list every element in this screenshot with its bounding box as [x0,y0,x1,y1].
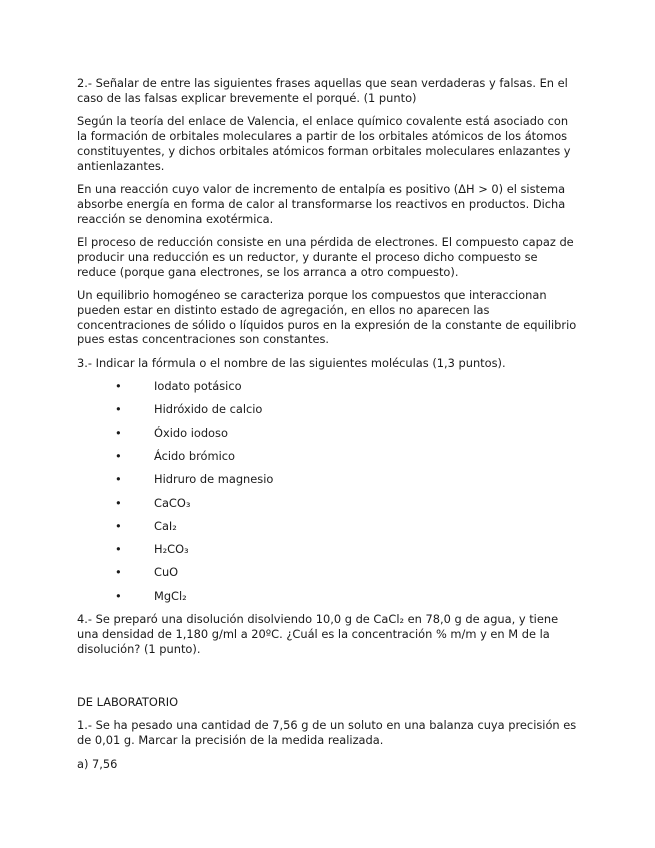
list-item-text: Hidruro de magnesio [154,472,274,487]
bullet-icon: • [115,588,122,603]
list-item-text: Ácido brómico [154,449,235,463]
lab-option-a: a) 7,56 [77,756,118,771]
bullet-icon: • [115,379,122,394]
molecule-list [77,379,577,604]
lab-question-1: 1.- Se ha pesado una cantidad de 7,56 g de un soluto en una balanza cuya precisión es de 0,01 g. Marcar la precisión de la medida realizada. [77,718,577,748]
list-item [77,565,577,580]
question-4: 4.- Se preparó una disolución disolviendo 10,0 g de CaCl₂ en 78,0 g de agua, y tiene una densidad de 1,180 g/ml a 20ºC. ¿Cuál es la concentración % m/m y en M de la disolución? (1 punto). [77,612,559,656]
list-item-text: CaI₂ [154,518,177,533]
statement-2: En una reacción cuyo valor de incremento de entalpía es positivo (ΔH > 0) el sistema absorbe energía en forma de calor al transformarse los reactivos en productos. Dicha reacción se denomina exotérmica. [77,181,566,226]
list-item [77,589,577,604]
bullet-icon: • [115,565,122,580]
bullet-icon: • [115,518,122,533]
list-item [77,496,577,511]
bullet-icon: • [115,495,122,510]
question-3-title: 3.- Indicar la fórmula o el nombre de las siguientes moléculas (1,3 puntos). [77,355,506,370]
bullet-icon: • [115,425,122,440]
document-page [77,76,577,780]
statement-3: El proceso de reducción consiste en una pérdida de electrones. El compuesto capaz de producir una reducción es un reductor, y durante el proceso dicho compuesto se reduce (porque gana electrones, se los arranca a otro compuesto). [77,234,574,279]
bullet-icon: • [115,542,122,557]
list-item [77,402,577,417]
list-item-text: CuO [154,565,179,580]
spacer [77,665,577,695]
bullet-icon: • [115,402,122,417]
list-item-text: MgCl₂ [154,588,187,603]
statement-4: Un equilibrio homogéneo se caracteriza porque los compuestos que interaccionan pueden estar en distinto estado de agregación, en ellos no aparecen las concentraciones de sólido o líquidos puros en la expresión de la constante de equilibrio pues estas concentraciones son constantes. [77,287,577,347]
list-item [77,472,577,487]
bullet-icon: • [115,449,122,463]
list-item-text: Hidróxido de calcio [154,402,263,417]
list-item-text: CaCO₃ [154,495,191,510]
list-item [77,519,577,534]
lab-heading: DE LABORATORIO [77,695,179,710]
list-item [77,379,577,394]
list-item [77,449,577,464]
statement-1: Según la teoría del enlace de Valencia, el enlace químico covalente está asociado con la formación de orbitales moleculares a partir de los orbitales atómicos de los átomos constituyentes, y dichos orbitales atómicos forman orbitales moleculares enlazantes y antienlazantes. [77,114,571,173]
bullet-icon: • [115,472,122,487]
list-item [77,426,577,441]
list-item-text: Óxido iodoso [154,425,228,440]
question-2-title: 2.- Señalar de entre las siguientes frases aquellas que sean verdaderas y falsas. En el caso de las falsas explicar brevemente el porqué. (1 punto) [77,76,568,105]
list-item-text: Iodato potásico [154,379,242,394]
list-item [77,542,577,557]
list-item-text: H₂CO₃ [154,542,189,557]
